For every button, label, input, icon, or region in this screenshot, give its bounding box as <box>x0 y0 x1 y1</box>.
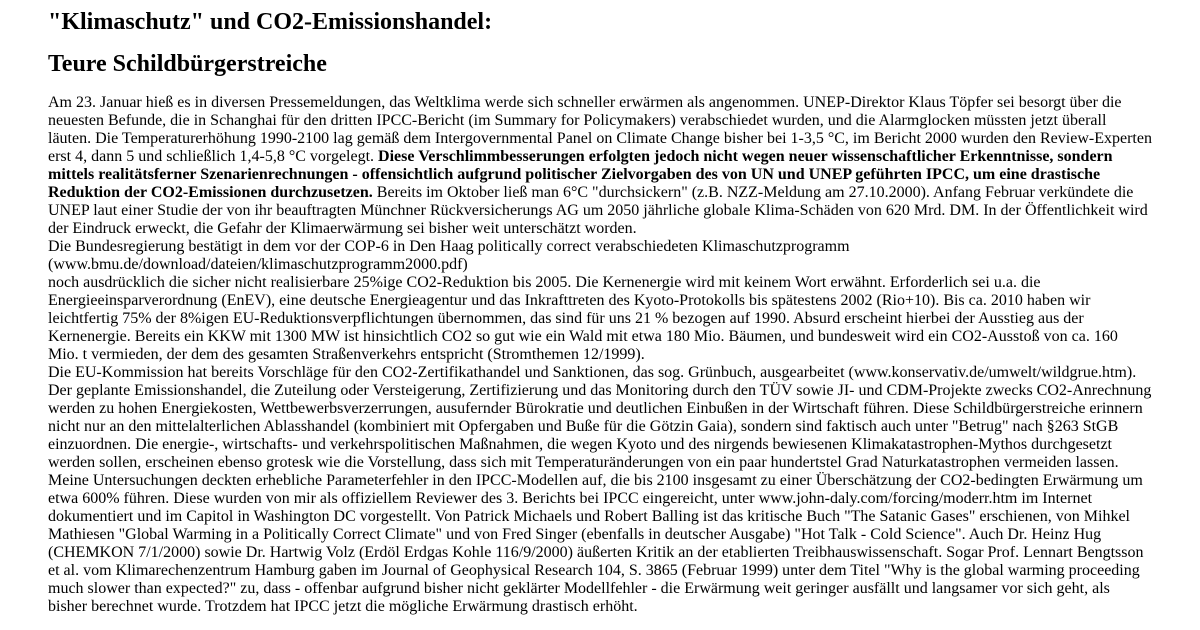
page-subtitle: Teure Schildbürgerstreiche <box>48 51 327 77</box>
paragraph-1-end: Bereits im Oktober ließ man 6°C "durchsickern" (z.B. NZZ-Meldung am 27.10.2000). Anfang Februar verkündete die UNEP laut einer Studie der von ihr beauftragten Münchner Rückversicherungs AG um 2050 jährliche globale Klima-Schäden von 620 Mrd. DM. In der Öffentlichkeit wird der Eindruck erweckt, die Gefahr der Klimaerwärmung sei bisher weit unterschätzt worden. <box>48 184 1148 237</box>
paragraph-1-bold: Diese Verschlimmbesserungen erfolgten jedoch nicht wegen neuer wissenschaftlicher Erkenntnisse, sondern mittels realitätsferner Szenarienrechnungen - offensichtlich aufgrund politischer Zielvorgaben des von UN und UNEP geführten IPCC, um eine drastische Reduktion der CO2-Emissionen durchzusetzen. <box>48 148 1113 201</box>
article-body <box>48 94 1152 616</box>
paragraph-5: Meine Untersuchungen deckten erhebliche Parameterfehler in den IPCC-Modellen auf, die bis 2100 insgesamt zu einer Überschätzung der CO2-bedingten Erwärmung um etwa 600% führen. Diese wurden von mir als offiziellem Reviewer des 3. Berichts bei IPCC eingereicht, unter www.john-daly.com/forcing/moderr.htm im Internet dokumentiert und im Capitol in Washington DC vorgestellt. Von Patrick Michaels und Robert Balling ist das kritische Buch "The Satanic Gases" erschienen, von Mihkel Mathiesen "Global Warming in a Politically Correct Climate" und von Fred Singer (ebenfalls in deutscher Ausgabe) "Hot Talk - Cold Science". Auch Dr. Heinz Hug (CHEMKON 7/1/2000) sowie Dr. Hartwig Volz (Erdöl Erdgas Kohle 116/9/2000) äußerten Kritik an der etablierten Treibhauswissenschaft. Sogar Prof. Lennart Bengtsson et al. vom Klimarechenzentrum Hamburg gaben im Journal of Geophysical Research 104, S. 3865 (Februar 1999) unter dem Titel "Why is the global warming proceeding much slower than expected?" zu, dass - offenbar aufgrund bisher nicht geklärter Modellfehler - die Erwärmung weit geringer ausfällt und langsamer vor sich geht, als bisher berechnet wurde. Trotzdem hat IPCC jetzt die mögliche Erwärmung drastisch erhöht. <box>48 472 1144 615</box>
paragraph-4: Die EU-Kommission hat bereits Vorschläge für den CO2-Zertifikathandel und Sanktionen, das sog. Grünbuch, ausgearbeitet (www.konservativ.de/umwelt/wildgrue.htm). Der geplante Emissionshandel, die Zuteilung oder Versteigerung, Zertifizierung und das Monitoring durch den TÜV sowie JI- und CDM-Projekte zwecks CO2-Anrechnung werden zu hohen Energiekosten, Wettbewerbsverzerrungen, ausufernder Bürokratie und deutlichen Einbußen in der Wirtschaft führen. Diese Schildbürgerstreiche erinnern nicht nur an den mittelalterlichen Ablasshandel (kombiniert mit Opfergaben und Buße für die Götzin Gaia), sondern sind faktisch auch unter "Betrug" nach §263 StGB einzuordnen. Die energie-, wirtschafts- und verkehrspolitischen Maßnahmen, die wegen Kyoto und des nirgends bewiesenen Klimakatastrophen-Mythos durchgesetzt werden sollen, erscheinen ebenso grotesk wie die Vorstellung, dass sich mit Temperaturänderungen von ein paar hundertstel Grad Naturkatastrophen vermeiden lassen. <box>48 364 1152 471</box>
paragraph-1-intro: Am 23. Januar hieß es in diversen Pressemeldungen, das Weltklima werde sich schneller erwärmen als angenommen. UNEP-Direktor Klaus Töpfer sei besorgt über die neuesten Befunde, die in Schanghai für den dritten IPCC-Bericht (im Summary for Policymakers) verabschiedet wurden, und die Alarmglocken müssten jetzt überall läuten. Die Temperaturerhöhung 1990-2100 lag gemäß dem Intergovernmental Panel on Climate Change bisher bei 1-3,5 °C, im Bericht 2000 wurden den Review-Experten erst 4, dann 5 und schließlich 1,4-5,8 °C vorgelegt. <box>48 94 1152 165</box>
paragraph-2: Die Bundesregierung bestätigt in dem vor der COP-6 in Den Haag politically correct verabschiedeten Klimaschutzprogramm (www.bmu.de/download/dateien/klimaschutzprogramm2000.pdf) <box>48 238 850 273</box>
paragraph-1 <box>48 94 1152 238</box>
paragraph-3: noch ausdrücklich die sicher nicht realisierbare 25%ige CO2-Reduktion bis 2005. Die Kernenergie wird mit keinem Wort erwähnt. Erforderlich sei u.a. die Energieeinsparverordnung (EnEV), eine deutsche Energieagentur und das Inkrafttreten des Kyoto-Protokolls bis spätestens 2002 (Rio+10). Bis ca. 2010 haben wir leichtfertig 75% der 8%igen EU-Reduktionsverpflichtungen übernommen, das sind für uns 21 % bezogen auf 1990. Absurd erscheint hierbei der Ausstieg aus der Kernenergie. Bereits ein KKW mit 1300 MW ist hinsichtlich CO2 so gut wie ein Wald mit etwa 180 Mio. Bäumen, und bundesweit wird ein CO2-Ausstoß von ca. 160 Mio. t vermieden, der dem des gesamten Straßenverkehrs entspricht (Stromthemen 12/1999). <box>48 274 1118 363</box>
page-title: "Klimaschutz" und CO2-Emissionshandel: <box>48 9 493 35</box>
